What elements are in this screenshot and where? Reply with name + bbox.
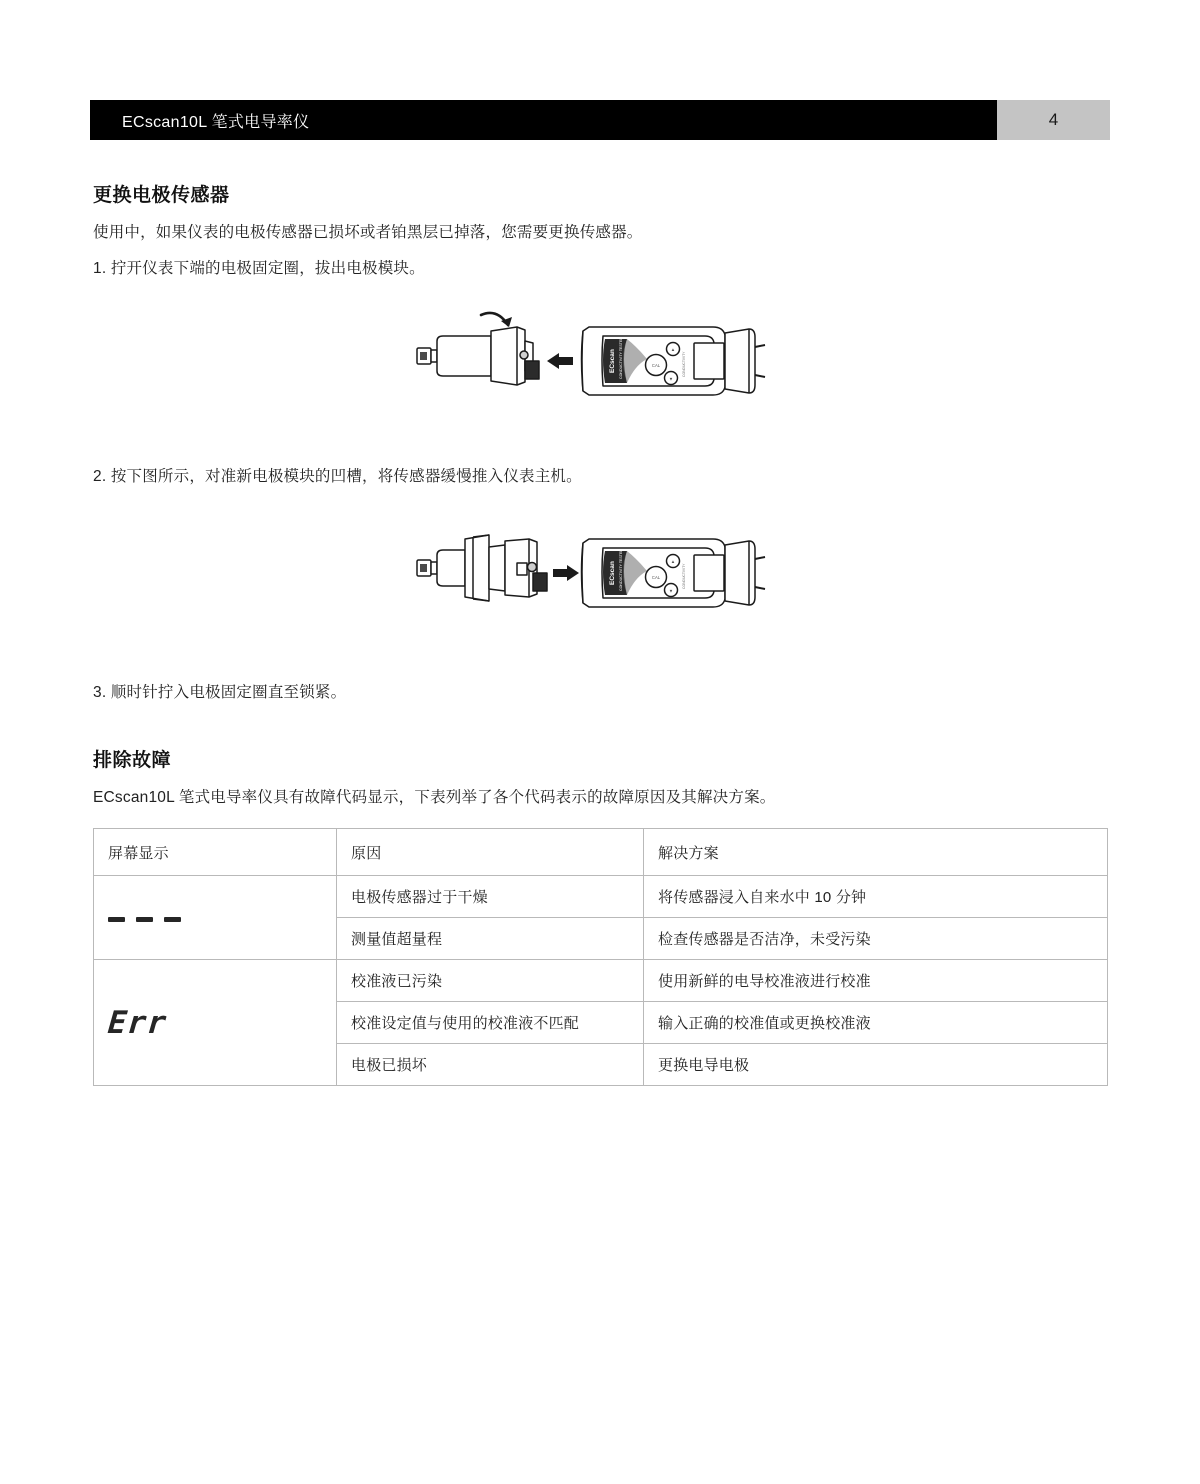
lcd-screen	[694, 555, 724, 591]
page-number-block	[997, 100, 1110, 140]
replace-sensor-step-1: 1. 拧开仪表下端的电极固定圈，拔出电极模块。	[93, 260, 425, 278]
header-title-block	[90, 100, 997, 140]
troubleshooting-intro: ECscan10L 笔式电导率仪具有故障代码显示，下表列举了各个代码表示的故障原因及其解决方案。	[93, 789, 776, 807]
table-row	[94, 876, 1108, 918]
solution-cell: 更换电导电极	[644, 1044, 1108, 1086]
device-side-label: CONDUCTIVITY TESTER	[619, 549, 623, 592]
solution-cell: 将传感器浸入自来水中 10 分钟	[644, 876, 1108, 918]
right-arrow	[553, 565, 579, 581]
troubleshooting-table	[93, 828, 1108, 1086]
figure-1-svg	[413, 303, 793, 413]
spacer	[93, 705, 1113, 745]
svg-text:CONDUCTIVITY: CONDUCTIVITY	[682, 563, 686, 590]
figure-assemble-electrode	[93, 515, 1113, 625]
replace-sensor-step-3: 3. 顺时针拧入电极固定圈直至锁紧。	[93, 684, 347, 702]
meter-body	[582, 539, 766, 607]
cause-cell: 校准设定值与使用的校准液不匹配	[337, 1002, 644, 1044]
spacer	[93, 625, 1113, 681]
lcd-dashes-icon	[108, 917, 181, 922]
error-code-err	[94, 960, 337, 1086]
svg-text:▼: ▼	[668, 588, 674, 594]
svg-text:CAL: CAL	[651, 363, 661, 369]
left-arrow	[547, 353, 573, 369]
solution-cell: 使用新鲜的电导校准液进行校准	[644, 960, 1108, 1002]
device-brand-label: ECscan	[609, 561, 616, 586]
figure-disassemble-electrode	[93, 303, 1113, 413]
device-side-label: CONDUCTIVITY TESTER	[619, 337, 623, 380]
svg-text:CAL: CAL	[651, 575, 661, 581]
table-header-row	[94, 829, 1108, 876]
table-row	[94, 960, 1108, 1002]
svg-text:▲: ▲	[670, 347, 676, 353]
counterclockwise-curved-arrow	[481, 313, 512, 327]
device-brand-label: ECscan	[609, 349, 616, 374]
lcd-screen	[694, 343, 724, 379]
table-header-solution: 解决方案	[644, 829, 1108, 876]
error-code-dashes	[94, 876, 337, 960]
electrode-module	[417, 327, 539, 385]
replace-sensor-step-2: 2. 按下图所示，对准新电极模块的凹槽，将传感器缓慢推入仪表主机。	[93, 468, 582, 486]
table-header-cause: 原因	[337, 829, 644, 876]
troubleshooting-table-wrap	[93, 828, 1113, 1086]
svg-text:▼: ▼	[668, 376, 674, 382]
cause-cell: 校准液已污染	[337, 960, 644, 1002]
figure-2-svg	[413, 515, 793, 625]
page-content	[93, 180, 1113, 1086]
header-title: ECscan10L 笔式电导率仪	[122, 113, 310, 131]
solution-cell: 输入正确的校准值或更换校准液	[644, 1002, 1108, 1044]
lcd-err-text: Err	[106, 1004, 169, 1041]
replace-sensor-intro: 使用中，如果仪表的电极传感器已损坏或者铂黑层已掉落，您需要更换传感器。	[93, 224, 643, 241]
table-header-display: 屏幕显示	[94, 829, 337, 876]
cause-cell: 电极传感器过于干燥	[337, 876, 644, 918]
electrode-module-assembly	[417, 535, 547, 601]
cause-cell: 电极已损坏	[337, 1044, 644, 1086]
solution-cell: 检查传感器是否洁净，未受污染	[644, 918, 1108, 960]
spacer	[93, 413, 1113, 465]
cause-cell: 测量值超量程	[337, 918, 644, 960]
section-heading-troubleshooting: 排除故障	[93, 750, 172, 772]
meter-body	[582, 327, 766, 395]
section-heading-replace-sensor: 更换电极传感器	[93, 185, 230, 206]
page-number: 4	[1048, 110, 1059, 129]
svg-text:▲: ▲	[670, 559, 676, 565]
page-header	[90, 100, 1110, 140]
svg-text:CONDUCTIVITY: CONDUCTIVITY	[682, 351, 686, 378]
